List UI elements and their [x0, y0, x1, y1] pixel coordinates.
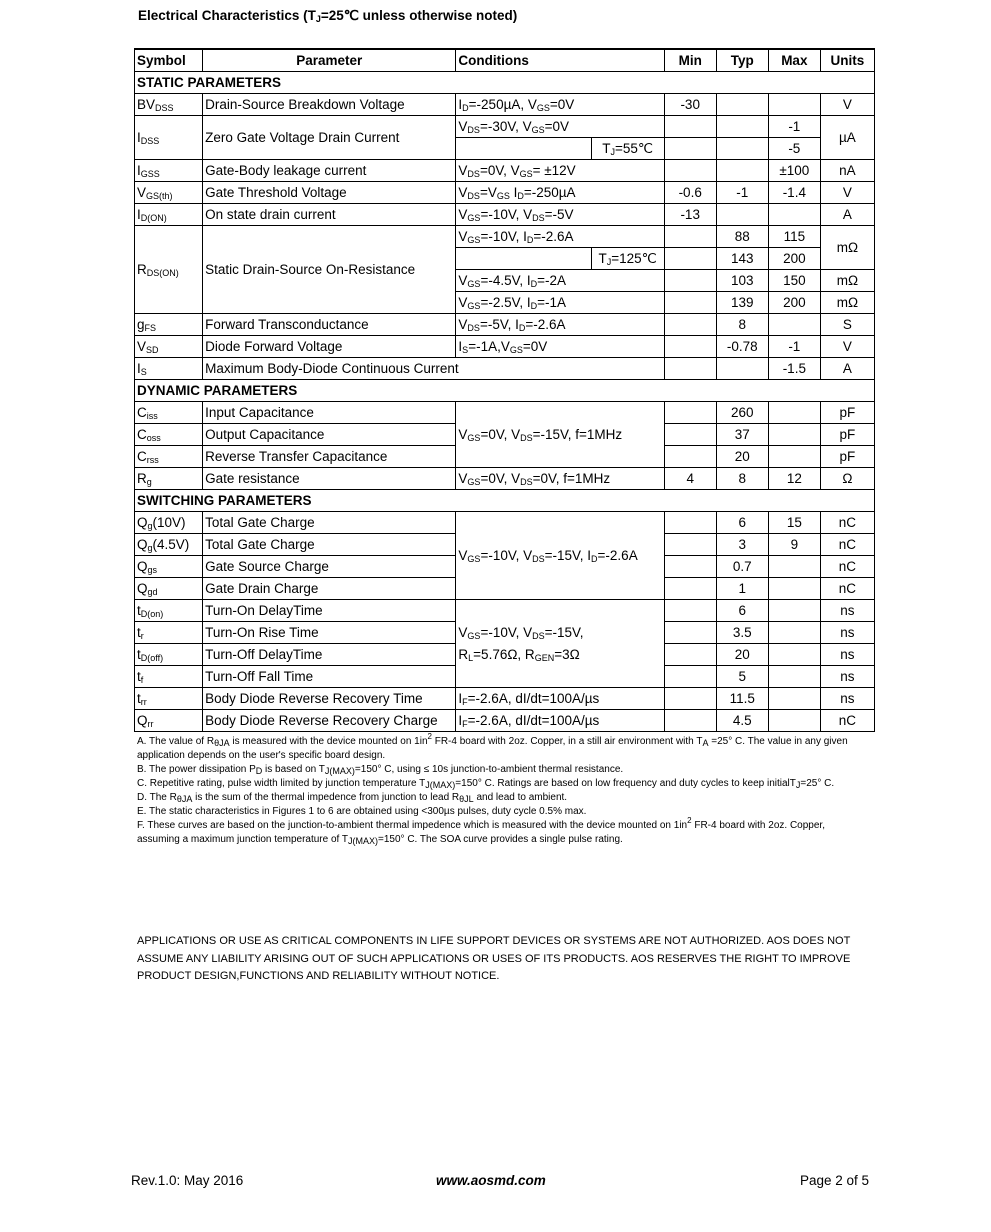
typ-value: 8 [716, 468, 768, 490]
param-qg10: Total Gate Charge [203, 512, 456, 534]
unit-value: nC [820, 512, 874, 534]
unit-value: pF [820, 424, 874, 446]
cond-rdson-1: $V_{GS}=-10V$, $I_D=-2.6A$ [456, 226, 664, 248]
table-row [135, 94, 875, 116]
param-tr: Turn-On Rise Time [203, 622, 456, 644]
table-row [135, 688, 875, 710]
symbol-qrr: $Q_{rr}$ [135, 710, 203, 732]
typ-value: 11.5 [716, 688, 768, 710]
typ-value: 20 [716, 446, 768, 468]
cond-gate-charge: $V_{GS}=-10V$, $V_{DS}=-15V$, $I_D=-2.6A$ [456, 512, 664, 600]
unit-value: Ω [820, 468, 874, 490]
param-bvdss: Drain-Source Breakdown Voltage [203, 94, 456, 116]
max-value: ±100 [768, 160, 820, 182]
typ-value: 3 [716, 534, 768, 556]
unit-value: ns [820, 644, 874, 666]
param-qg45: Total Gate Charge [203, 534, 456, 556]
symbol-rg: $R_g$ [135, 468, 203, 490]
unit-value: nC [820, 578, 874, 600]
param-crss: Reverse Transfer Capacitance [203, 446, 456, 468]
max-value: 150 [768, 270, 820, 292]
symbol-tf: $t_f$ [135, 666, 203, 688]
unit-value: pF [820, 446, 874, 468]
param-coss: Output Capacitance [203, 424, 456, 446]
max-value: 9 [768, 534, 820, 556]
unit-value: nC [820, 556, 874, 578]
unit-value: A [820, 358, 874, 380]
cond-switching: $V_{GS}=-10V$, $V_{DS}=-15V$, $R_L=5.76\Omega$, $R_{GEN}=3\Omega$ [456, 600, 664, 688]
typ-value: 20 [716, 644, 768, 666]
unit-value: V [820, 336, 874, 358]
cond-igss: $V_{DS}=0V$, $V_{GS}= \pm 12V$ [456, 160, 664, 182]
symbol-vsd: $V_{SD}$ [135, 336, 203, 358]
section-static: STATIC PARAMETERS [135, 72, 875, 94]
table-row [135, 226, 875, 248]
symbol-igss: $I_{GSS}$ [135, 160, 203, 182]
table-row [135, 600, 875, 622]
symbol-qgs: $Q_{gs}$ [135, 556, 203, 578]
unit-value: V [820, 94, 874, 116]
section-switching: SWITCHING PARAMETERS [135, 490, 875, 512]
electrical-characteristics-table [134, 48, 875, 732]
param-tdoff: Turn-Off DelayTime [203, 644, 456, 666]
header-parameter: Parameter [203, 49, 456, 72]
typ-value: -1 [716, 182, 768, 204]
param-vsd: Diode Forward Voltage [203, 336, 456, 358]
page-title: Electrical Characteristics ($T_J=25℃$ unless otherwise noted) [138, 8, 518, 24]
unit-value: ns [820, 622, 874, 644]
footnotes [137, 732, 867, 847]
typ-value: 0.7 [716, 556, 768, 578]
header-min: Min [664, 49, 716, 72]
cond-rdson-2: $V_{GS}=-4.5V$, $I_D=-2A$ [456, 270, 664, 292]
unit-value: pF [820, 402, 874, 424]
typ-value: 260 [716, 402, 768, 424]
table-row [135, 512, 875, 534]
note-e: E. The static characteristics in Figures 1 to 6 are obtained using <300µs pulses, duty cycle 0.5% max. [137, 806, 587, 817]
unit-value: S [820, 314, 874, 336]
max-value: 115 [768, 226, 820, 248]
param-rdson: Static Drain-Source On-Resistance [203, 226, 456, 314]
table-row [135, 402, 875, 424]
min-value: -30 [664, 94, 716, 116]
max-value: -5 [768, 138, 820, 160]
symbol-qg45: $Q_g(4.5V)$ [135, 534, 203, 556]
cond-trr: $I_F=-2.6A$, dI/dt=100A/µs [456, 688, 664, 710]
unit-value: nC [820, 710, 874, 732]
cond-rdson-3: $V_{GS}=-2.5V$, $I_D=-1A$ [456, 292, 664, 314]
typ-value: -0.78 [716, 336, 768, 358]
param-idon: On state drain current [203, 204, 456, 226]
table-row [135, 468, 875, 490]
typ-value: 37 [716, 424, 768, 446]
symbol-coss: $C_{oss}$ [135, 424, 203, 446]
unit-value: nA [820, 160, 874, 182]
note-d: D. The $R_{\theta JA}$ is the sum of the thermal impedence from junction to lead $R_{\theta JL}$ and lead to ambient. [137, 792, 568, 804]
max-value: -1 [768, 336, 820, 358]
symbol-trr: $t_{rr}$ [135, 688, 203, 710]
table-row [135, 160, 875, 182]
typ-value: 103 [716, 270, 768, 292]
param-is: Maximum Body-Diode Continuous Current [203, 358, 665, 380]
header-max: Max [768, 49, 820, 72]
cond-idss-tj: $T_J=55℃$ [591, 138, 664, 160]
unit-value: nC [820, 534, 874, 556]
symbol-is: $I_S$ [135, 358, 203, 380]
param-vgsth: Gate Threshold Voltage [203, 182, 456, 204]
unit-value: V [820, 182, 874, 204]
symbol-qg10: $Q_g(10V)$ [135, 512, 203, 534]
cond-gfs: $V_{DS}=-5V$, $I_D=-2.6A$ [456, 314, 664, 336]
param-ciss: Input Capacitance [203, 402, 456, 424]
typ-value: 8 [716, 314, 768, 336]
note-a: A. The value of $R_{\theta JA}$ is measured with the device mounted on $1in^2$ FR-4 board with 2oz. Copper, in a still air environment with $T_A =25^\circ$ C. The value in any given application depends on the user's specific board design. [137, 732, 848, 761]
note-c: C. Repetitive rating, pulse width limited by junction temperature $T_{J(MAX)}=150^\circ$ C. Ratings are based on low frequency and duty cycles to keep initialT$_J$=25° C. [137, 778, 835, 790]
cond-vsd: $I_S=-1A,V_{GS}=0V$ [456, 336, 664, 358]
symbol-vgsth: $V_{GS(th)}$ [135, 182, 203, 204]
header-units: Units [820, 49, 874, 72]
max-value: 12 [768, 468, 820, 490]
symbol-bvdss: $BV_{DSS}$ [135, 94, 203, 116]
max-value: -1.4 [768, 182, 820, 204]
max-value: 200 [768, 292, 820, 314]
symbol-gfs: $g_{FS}$ [135, 314, 203, 336]
symbol-idon: $I_{D(ON)}$ [135, 204, 203, 226]
param-qgs: Gate Source Charge [203, 556, 456, 578]
symbol-ciss: $C_{iss}$ [135, 402, 203, 424]
param-qgd: Gate Drain Charge [203, 578, 456, 600]
param-igss: Gate-Body leakage current [203, 160, 456, 182]
table-row [135, 204, 875, 226]
unit-value: mΩ [820, 270, 874, 292]
table-row [135, 358, 875, 380]
cond-vgsth: $V_{DS}=V_{GS}$ $I_D=-250\mu A$ [456, 182, 664, 204]
cond-idss: $V_{DS}=-30V$, $V_{GS}=0V$ [456, 116, 664, 138]
param-qrr: Body Diode Reverse Recovery Charge [203, 710, 456, 732]
typ-value: 143 [716, 248, 768, 270]
header-conditions: Conditions [456, 49, 664, 72]
symbol-tdoff: $t_{D(off)}$ [135, 644, 203, 666]
max-value: 15 [768, 512, 820, 534]
table-header-row [135, 49, 875, 72]
symbol-tr: $t_r$ [135, 622, 203, 644]
symbol-qgd: $Q_{gd}$ [135, 578, 203, 600]
param-trr: Body Diode Reverse Recovery Time [203, 688, 456, 710]
typ-value: 1 [716, 578, 768, 600]
table-row [135, 116, 875, 138]
typ-value: 139 [716, 292, 768, 314]
unit-value: mΩ [820, 292, 874, 314]
footer-revision: Rev.1.0: May 2016 [131, 1173, 244, 1188]
symbol-crss: $C_{rss}$ [135, 446, 203, 468]
unit-value: ns [820, 666, 874, 688]
unit-value: A [820, 204, 874, 226]
cond-rdson-tj: $T_J=125℃$ [591, 248, 664, 270]
cond-rg: $V_{GS}=0V$, $V_{DS}=0V$, f=1MHz [456, 468, 664, 490]
header-symbol: Symbol [135, 49, 203, 72]
cond-idon: $V_{GS}=-10V$, $V_{DS}=-5V$ [456, 204, 664, 226]
min-value: -0.6 [664, 182, 716, 204]
table-row [135, 336, 875, 358]
header-typ: Typ [716, 49, 768, 72]
max-value: 200 [768, 248, 820, 270]
footer-page-number: Page 2 of 5 [800, 1173, 870, 1188]
unit-value: mΩ [820, 226, 874, 270]
cond-capacitance: $V_{GS}=0V$, $V_{DS}=-15V$, f=1MHz [456, 402, 664, 468]
typ-value: 6 [716, 512, 768, 534]
unit-value: µA [820, 116, 874, 160]
typ-value: 88 [716, 226, 768, 248]
unit-value: ns [820, 688, 874, 710]
disclaimer: APPLICATIONS OR USE AS CRITICAL COMPONENTS IN LIFE SUPPORT DEVICES OR SYSTEMS ARE NOT AUTHORIZED. AOS DOES NOT ASSUME ANY LIABILITY ARISING OUT OF SUCH APPLICATIONS OR USES OF ITS PRODUCTS. AOS RESERVES THE RIGHT TO IMPROVE PRODUCT DESIGN,FUNCTIONS AND RELIABILITY WITHOUT NOTICE. [137, 935, 851, 982]
symbol-rdson: $R_{DS(ON)}$ [135, 226, 203, 314]
table-row [135, 182, 875, 204]
note-b: B. The power dissipation $P_D$ is based on $T_{J(MAX)}=150^\circ$ C, using ≤ 10s junction-to-ambient thermal resistance. [137, 764, 624, 776]
cond-bvdss: $I_D=-250\mu A$, $V_{GS}=0V$ [456, 94, 664, 116]
table-row [135, 314, 875, 336]
typ-value: 3.5 [716, 622, 768, 644]
param-tdon: Turn-On DelayTime [203, 600, 456, 622]
cond-qrr: $I_F=-2.6A$, dI/dt=100A/µs [456, 710, 664, 732]
min-value: 4 [664, 468, 716, 490]
param-idss: Zero Gate Voltage Drain Current [203, 116, 456, 160]
footer-url[interactable]: www.aosmd.com [436, 1173, 546, 1188]
max-value: -1 [768, 116, 820, 138]
symbol-idss: $I_{DSS}$ [135, 116, 203, 160]
param-tf: Turn-Off Fall Time [203, 666, 456, 688]
unit-value: ns [820, 600, 874, 622]
table-row [135, 710, 875, 732]
typ-value: 6 [716, 600, 768, 622]
param-rg: Gate resistance [203, 468, 456, 490]
note-f: F. These curves are based on the junction-to-ambient thermal impedence which is measured with the device mounted on $1in^2$ FR-4 board with 2oz. Copper, assuming a maximum junction temperature of $T_{J(MAX)}=150^\circ$ C. The SOA curve provides a single pulse rating. [137, 816, 825, 846]
param-gfs: Forward Transconductance [203, 314, 456, 336]
typ-value: 5 [716, 666, 768, 688]
max-value: -1.5 [768, 358, 820, 380]
min-value: -13 [664, 204, 716, 226]
section-dynamic: DYNAMIC PARAMETERS [135, 380, 875, 402]
typ-value: 4.5 [716, 710, 768, 732]
symbol-tdon: $t_{D(on)}$ [135, 600, 203, 622]
